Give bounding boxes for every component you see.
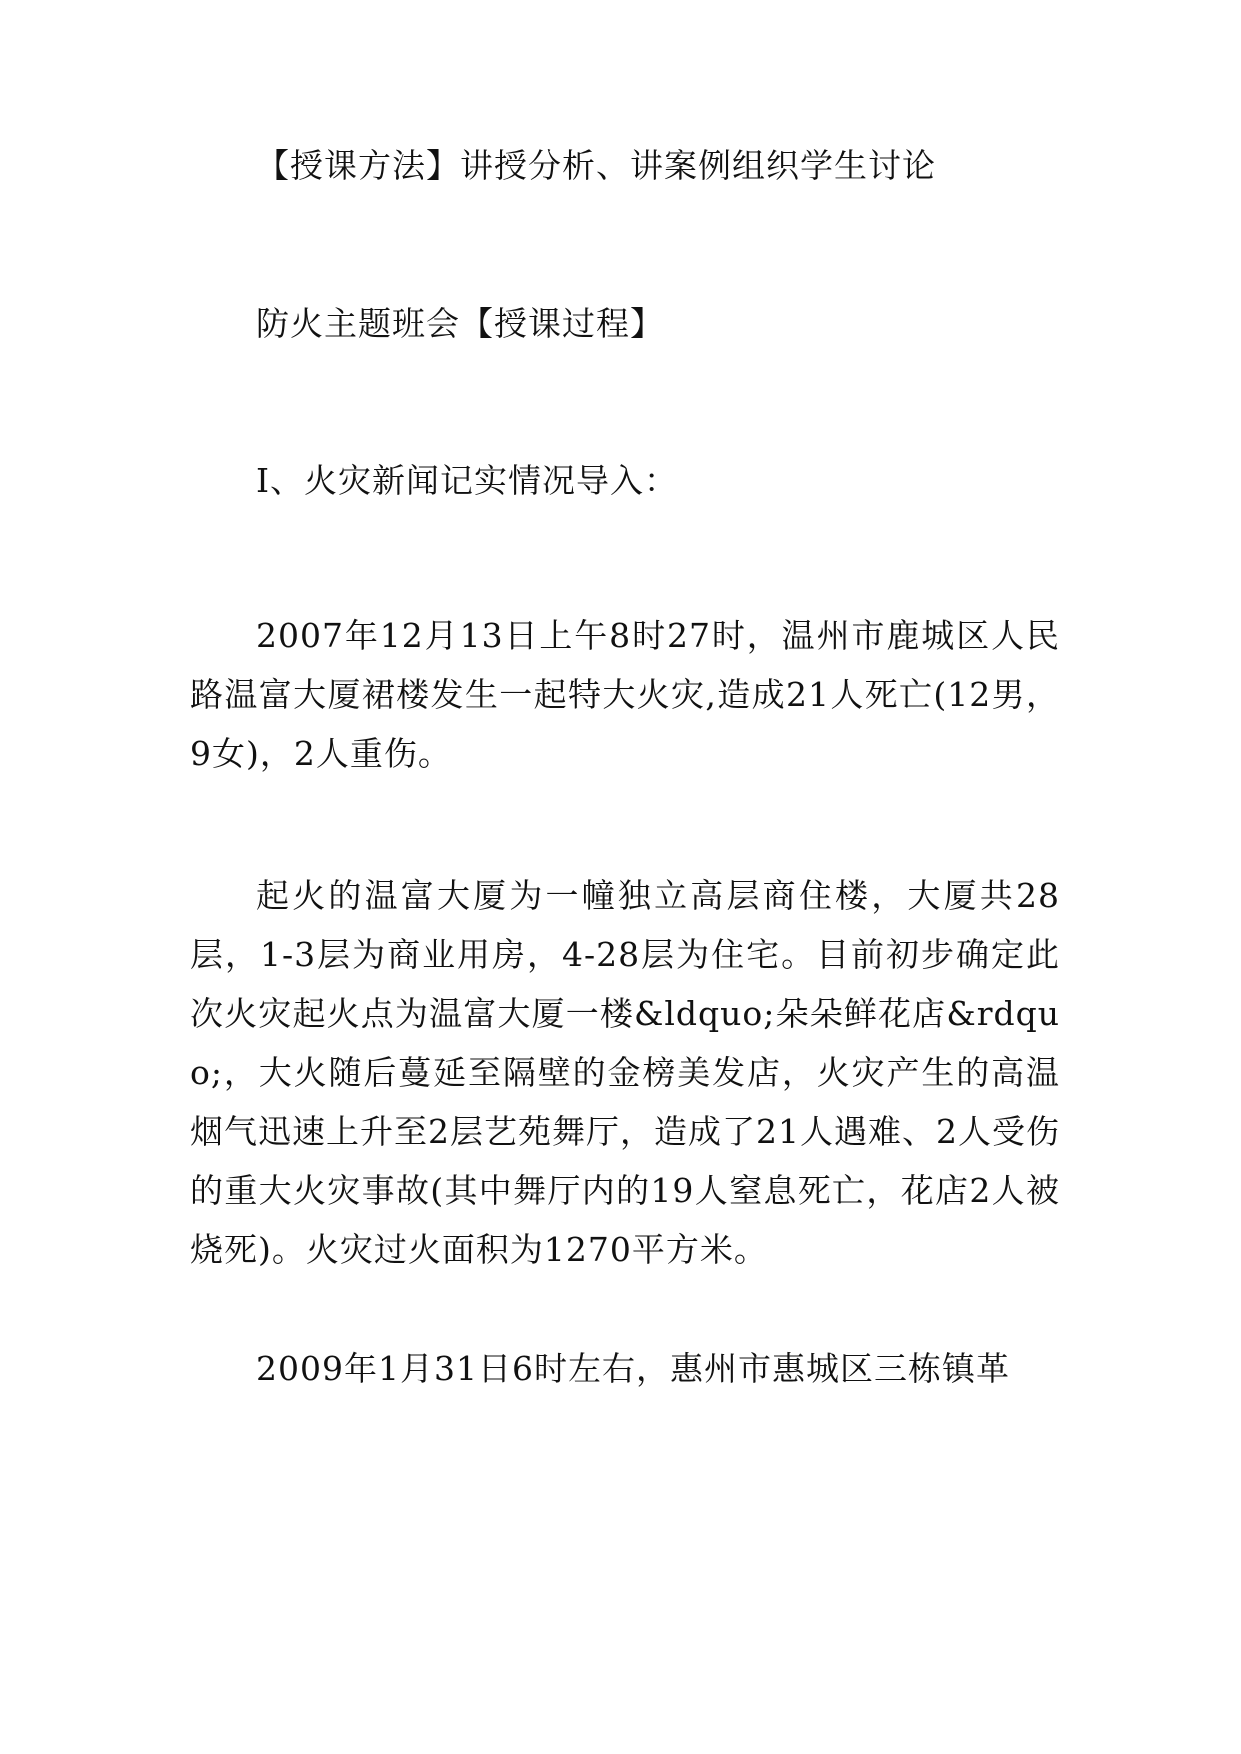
paragraph-huizhou-fire: 2009年1月31日6时左右，惠州市惠城区三栋镇革 <box>256 1349 1010 1388</box>
paragraph-building-details: 起火的温富大厦为一幢独立高层商住楼，大厦共28层，1-3层为商业用房，4-28层为住宅。目前初步确定此次火灾起火点为温富大厦一楼&ldquo;朵朵鲜花店&rdquo;，大火随后蔓延至隔壁的金榜美发店，火灾产生的高温烟气迅速上升至2层艺苑舞厅，造成了21人遇难、2人受伤的重大火灾事故(其中舞厅内的19人窒息死亡，花店2人被烧死)。火灾过火面积为1270平方米。 <box>190 876 1060 1269</box>
paragraph-wenzhou-fire: 2007年12月13日上午8时27时，温州市鹿城区人民路温富大厦裙楼发生一起特大火灾,造成21人死亡(12男，9女)，2人重伤。 <box>190 616 1060 773</box>
section-heading: Ⅰ、火灾新闻记实情况导入： <box>256 461 679 500</box>
teaching-process-line: 防火主题班会【授课过程】 <box>256 304 664 343</box>
teaching-method-line: 【授课方法】讲授分析、讲案例组织学生讨论 <box>256 146 936 185</box>
